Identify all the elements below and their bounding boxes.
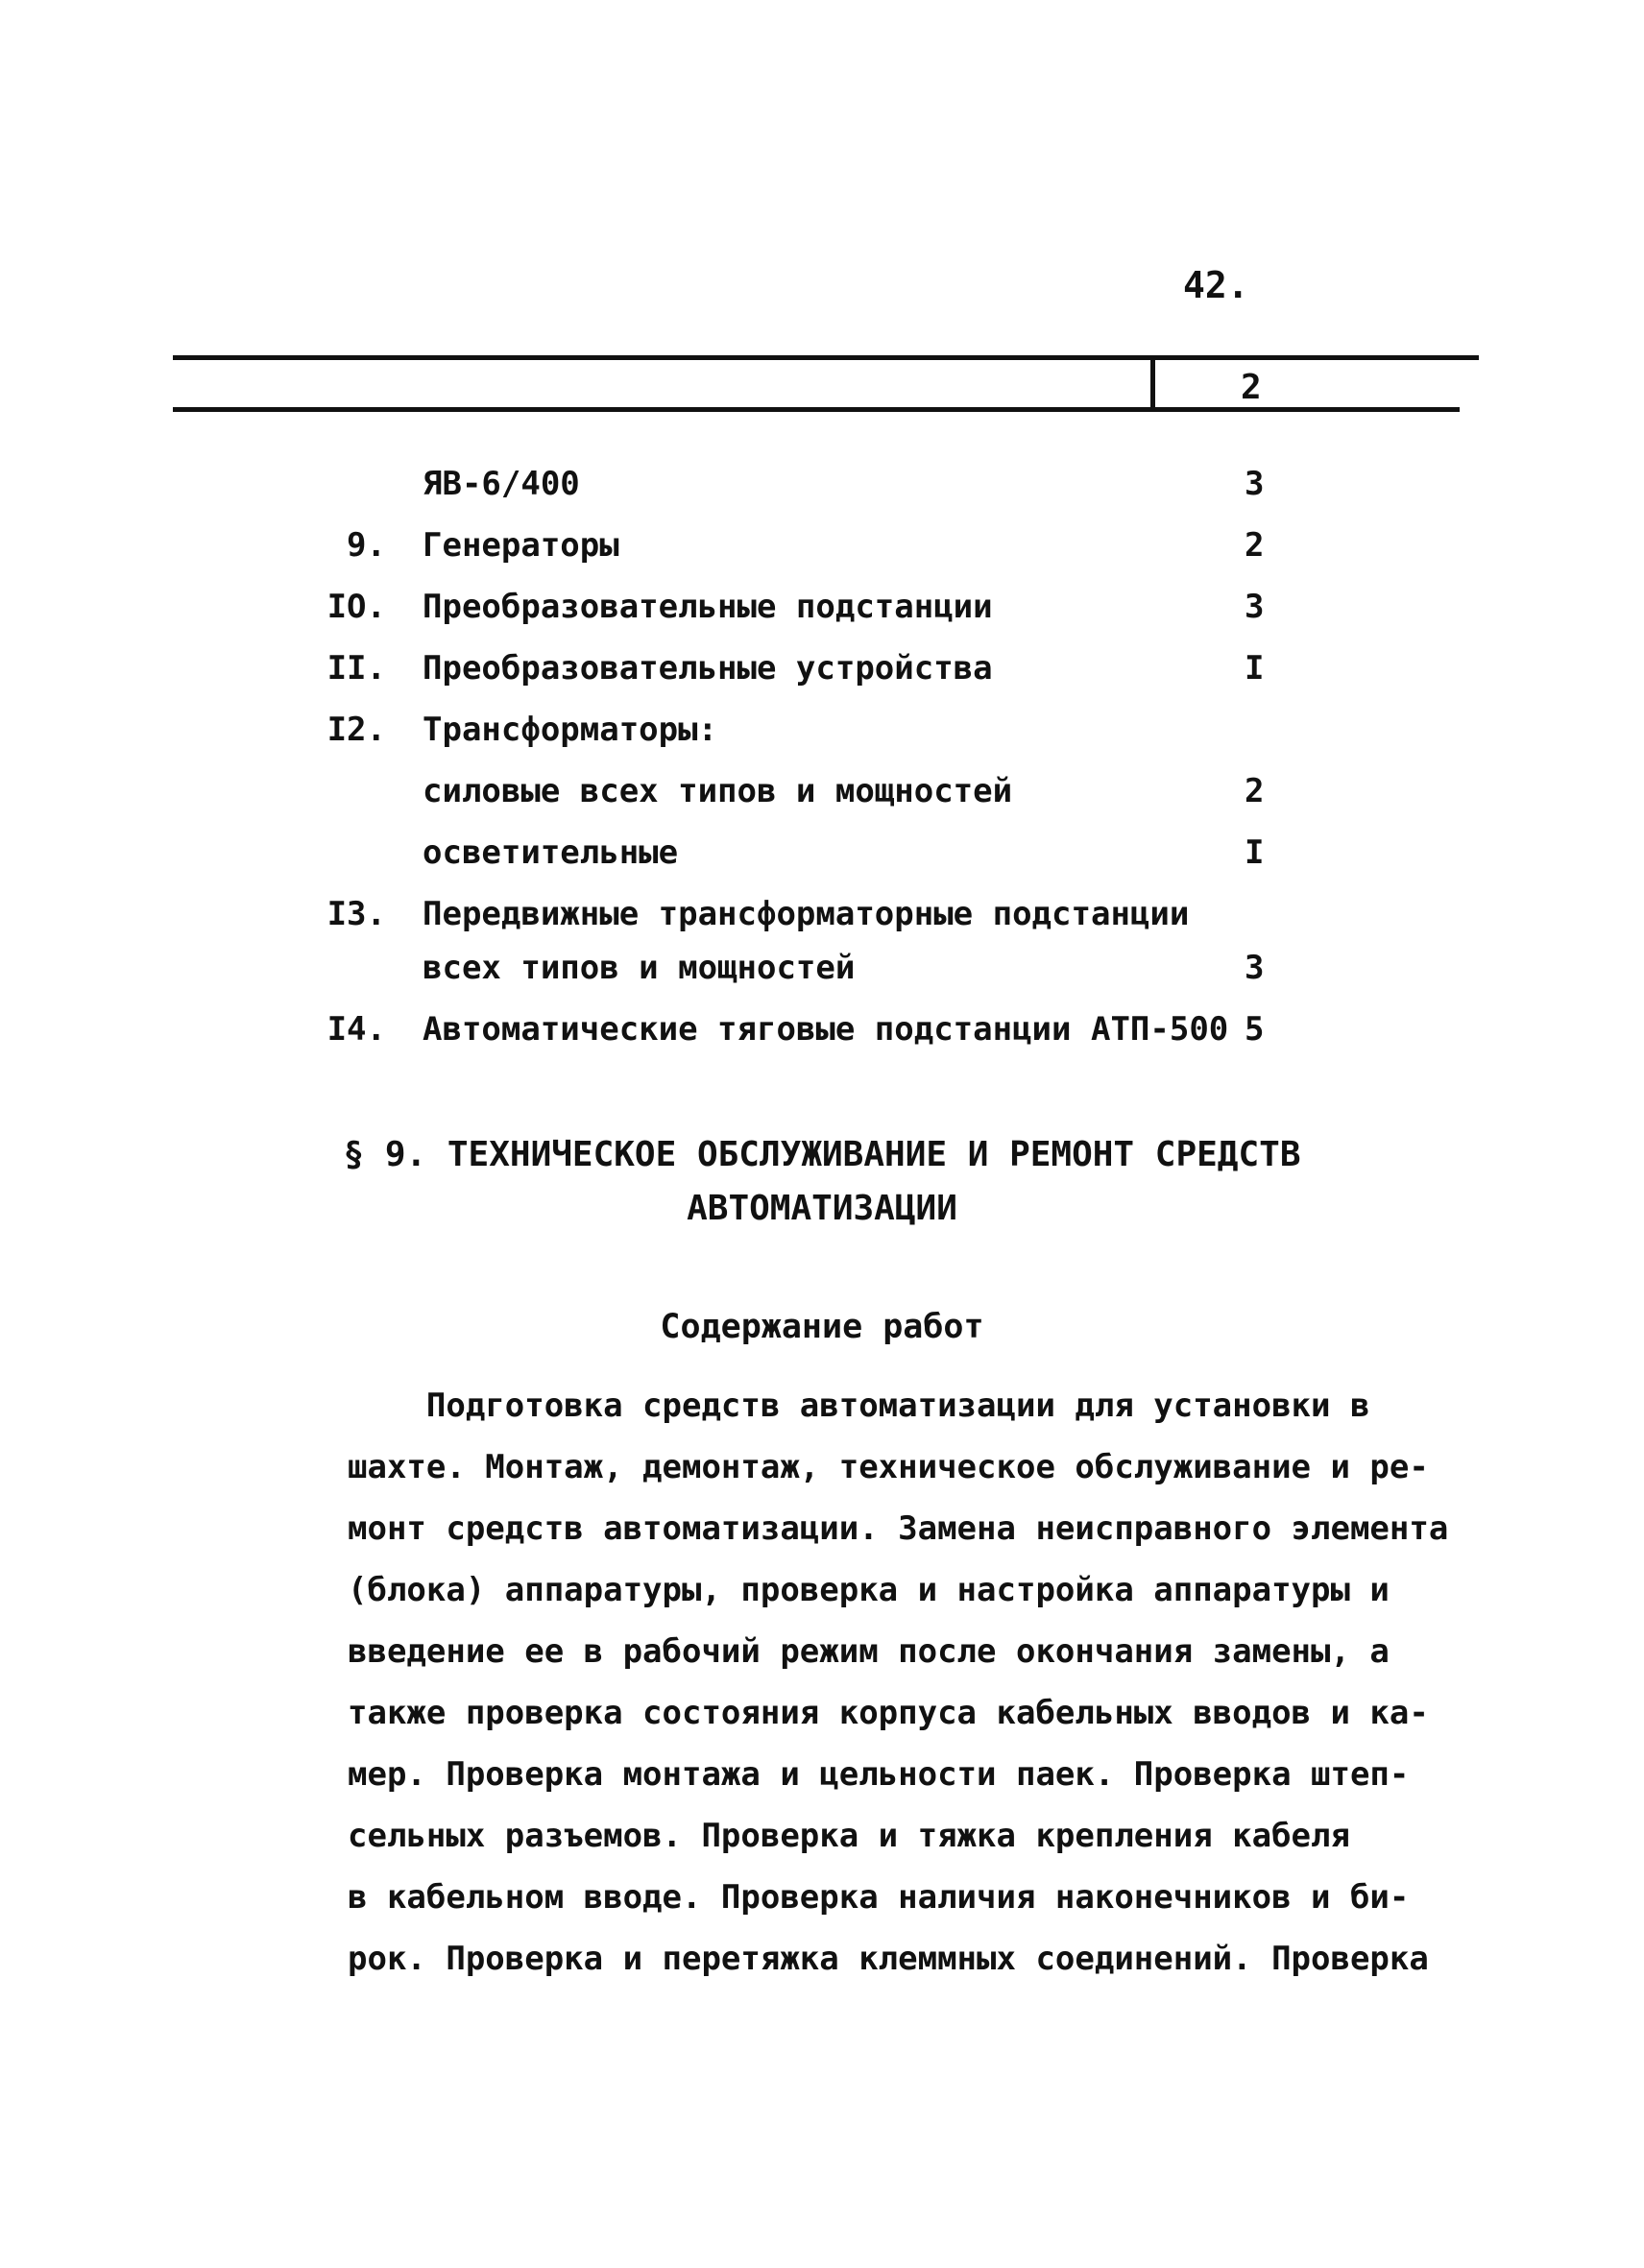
row-text: Преобразовательные устройства: [423, 649, 993, 688]
row-text: всех типов и мощностей: [423, 949, 856, 987]
paragraph-line: сельных разъемов. Проверка и тяжка крепления кабеля: [348, 1817, 1350, 1855]
paragraph-line: в кабельном вводе. Проверка наличия наконечников и би-: [348, 1878, 1410, 1917]
row-number: I2.: [326, 711, 386, 749]
row-text: силовые всех типов и мощностей: [423, 772, 1013, 810]
table-row: [0, 465, 1644, 513]
paragraph-line: (блока) аппаратуры, проверка и настройка аппаратуры и: [348, 1571, 1390, 1609]
table-row: [0, 1010, 1644, 1058]
row-text: Генераторы: [423, 526, 619, 565]
paragraph-line: введение ее в рабочий режим после окончания замены, а: [348, 1632, 1390, 1671]
table-row: [0, 895, 1644, 943]
section-title-continued: АВТОМАТИЗАЦИИ: [687, 1189, 957, 1228]
row-text: Преобразовательные подстанции: [423, 588, 993, 626]
column-divider: [1150, 358, 1155, 410]
paragraph-line: мер. Проверка монтажа и цельности паек. Проверка штеп-: [348, 1755, 1410, 1794]
row-value: I: [1245, 833, 1265, 872]
paragraph-line: рок. Проверка и перетяжка клеммных соединений. Проверка: [348, 1940, 1429, 1978]
column-header: 2: [1241, 368, 1262, 407]
section-title: § 9. ТЕХНИЧЕСКОЕ ОБСЛУЖИВАНИЕ И РЕМОНТ СРЕДСТВ: [343, 1135, 1301, 1174]
paragraph-line: шахте. Монтаж, демонтаж, техническое обслуживание и ре-: [348, 1448, 1429, 1486]
row-number: I4.: [326, 1010, 386, 1049]
paragraph-line: монт средств автоматизации. Замена неисправного элемента: [348, 1509, 1449, 1548]
table-row: [0, 833, 1644, 881]
table-row: [0, 772, 1644, 820]
row-text: Автоматические тяговые подстанции АТП-500: [423, 1010, 1229, 1049]
row-text: осветительные: [423, 833, 679, 872]
page-number: 42.: [1183, 264, 1249, 306]
row-number: IO.: [326, 588, 386, 626]
table-row: [0, 711, 1644, 759]
row-text: ЯВ-6/400: [423, 465, 580, 503]
row-text: Передвижные трансформаторные подстанции: [423, 895, 1190, 933]
paragraph-line: Подготовка средств автоматизации для установки в: [348, 1387, 1370, 1425]
row-text: Трансформаторы:: [423, 711, 718, 749]
row-value: 5: [1245, 1010, 1265, 1049]
table-row: [0, 588, 1644, 636]
table-row: [0, 649, 1644, 697]
table-top-rule: [173, 355, 1479, 360]
row-value: I: [1245, 649, 1265, 688]
row-value: 2: [1245, 526, 1265, 565]
row-number: 9.: [347, 526, 386, 565]
section-subtitle: Содержание работ: [660, 1308, 984, 1346]
row-value: 3: [1245, 949, 1265, 987]
table-row: [0, 949, 1644, 997]
row-value: 2: [1245, 772, 1265, 810]
paragraph-line: также проверка состояния корпуса кабельных вводов и ка-: [348, 1694, 1429, 1732]
row-value: 3: [1245, 588, 1265, 626]
table-header-rule: [173, 407, 1460, 412]
row-number: I3.: [326, 895, 386, 933]
row-value: 3: [1245, 465, 1265, 503]
row-number: II.: [326, 649, 386, 688]
table-row: [0, 526, 1644, 574]
